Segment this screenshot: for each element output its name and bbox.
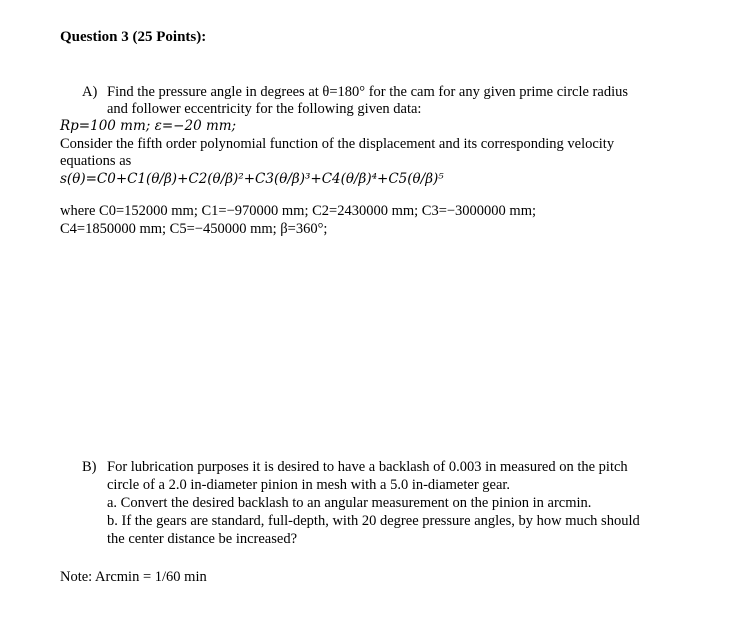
question-title: Question 3 (25 Points): xyxy=(60,29,207,45)
part-a-given: Rp=100 mm; ε=−20 mm; xyxy=(60,118,237,134)
part-b-item-b-line-1: b. If the gears are standard, full-depth, with 20 degree pressure angles, by how much should xyxy=(107,513,640,529)
arcmin-note: Note: Arcmin = 1/60 min xyxy=(60,569,207,585)
part-a-consider-line-1: Consider the fifth order polynomial function of the displacement and its corresponding velocity xyxy=(60,136,615,152)
part-a-line-1: Find the pressure angle in degrees at θ=180° for the cam for any given prime circle radius xyxy=(107,84,628,100)
part-b-item-a: a. Convert the desired backlash to an angular measurement on the pinion in arcmin. xyxy=(107,495,592,511)
displacement-equation: s(θ)=C0+C1(θ/β)+C2(θ/β)²+C3(θ/β)³+C4(θ/β)⁴+C5(θ/β)⁵ xyxy=(60,171,444,187)
part-a-label: A) xyxy=(82,84,98,100)
part-a-consider-line-2: equations as xyxy=(60,153,132,169)
coefficients-line-1: where C0=152000 mm; C1=−970000 mm; C2=2430000 mm; C3=−3000000 mm; xyxy=(60,203,537,219)
part-a-line-2: and follower eccentricity for the following given data: xyxy=(107,101,422,117)
part-b-item-b-line-2: the center distance be increased? xyxy=(107,531,298,547)
part-b-line-2: circle of a 2.0 in-diameter pinion in mesh with a 5.0 in-diameter gear. xyxy=(107,477,511,493)
part-b-line-1: For lubrication purposes it is desired to have a backlash of 0.003 in measured on the pitch xyxy=(107,459,628,475)
coefficients-line-2: C4=1850000 mm; C5=−450000 mm; β=360°; xyxy=(60,221,328,237)
part-b-label: B) xyxy=(82,459,97,475)
